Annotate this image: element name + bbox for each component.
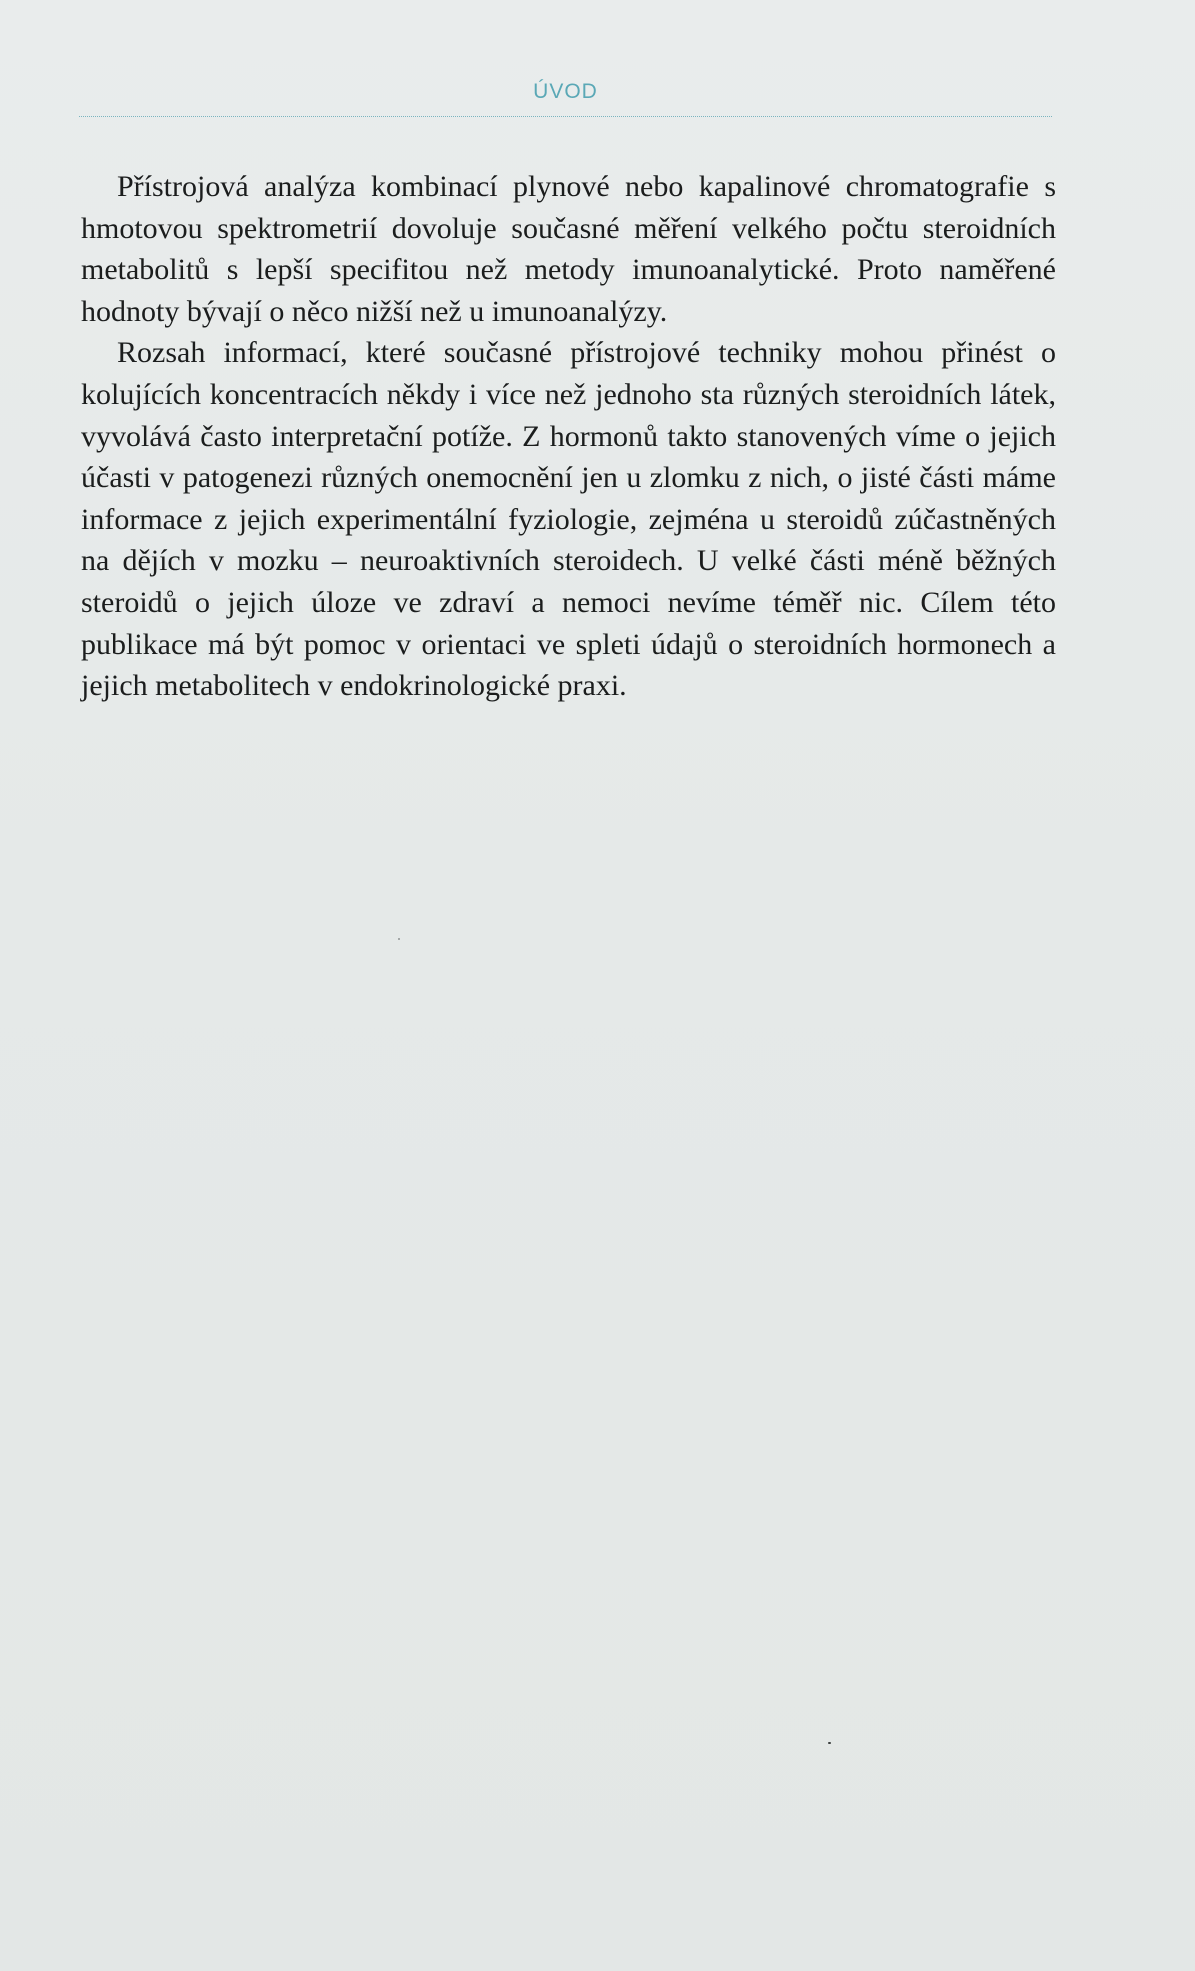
paragraph-2: Rozsah informací, které současné přístrojové techniky mohou přinést o kolujících koncentracích někdy i více než jednoho sta různých steroidních látek, vyvolává často interpretační potíže. Z hormonů takto stanovených víme o jejich účasti v patogenezi různých onemocnění jen u zlomku z nich, o jisté části máme informace z jejich experimentální fyziologie, zejména u steroidů zúčastněných na dějích v mozku – neuroaktivních steroidech. U velké části méně běžných steroidů o jejich úloze ve zdraví a nemoci nevíme téměř nic. Cílem této publikace má být pomoc v orientaci ve spleti údajů o steroidních hormonech a jejich metabolitech v endokrinologické praxi. [81,336,1056,703]
paper-speck [828,1742,831,1744]
paper-speck [398,938,400,940]
running-head: ÚVOD [533,80,598,103]
header-rule [79,116,1052,117]
paragraph-1: Přístrojová analýza kombinací plynové nebo kapalinové chromatografie s hmotovou spektrometrií dovoluje současné měření velkého počtu steroidních metabolitů s lepší specifitou než metody imunoanalytické. Proto naměřené hodnoty bývají o něco nižší než u imunoanalýzy. [81,170,1056,328]
body-text [81,166,1056,707]
